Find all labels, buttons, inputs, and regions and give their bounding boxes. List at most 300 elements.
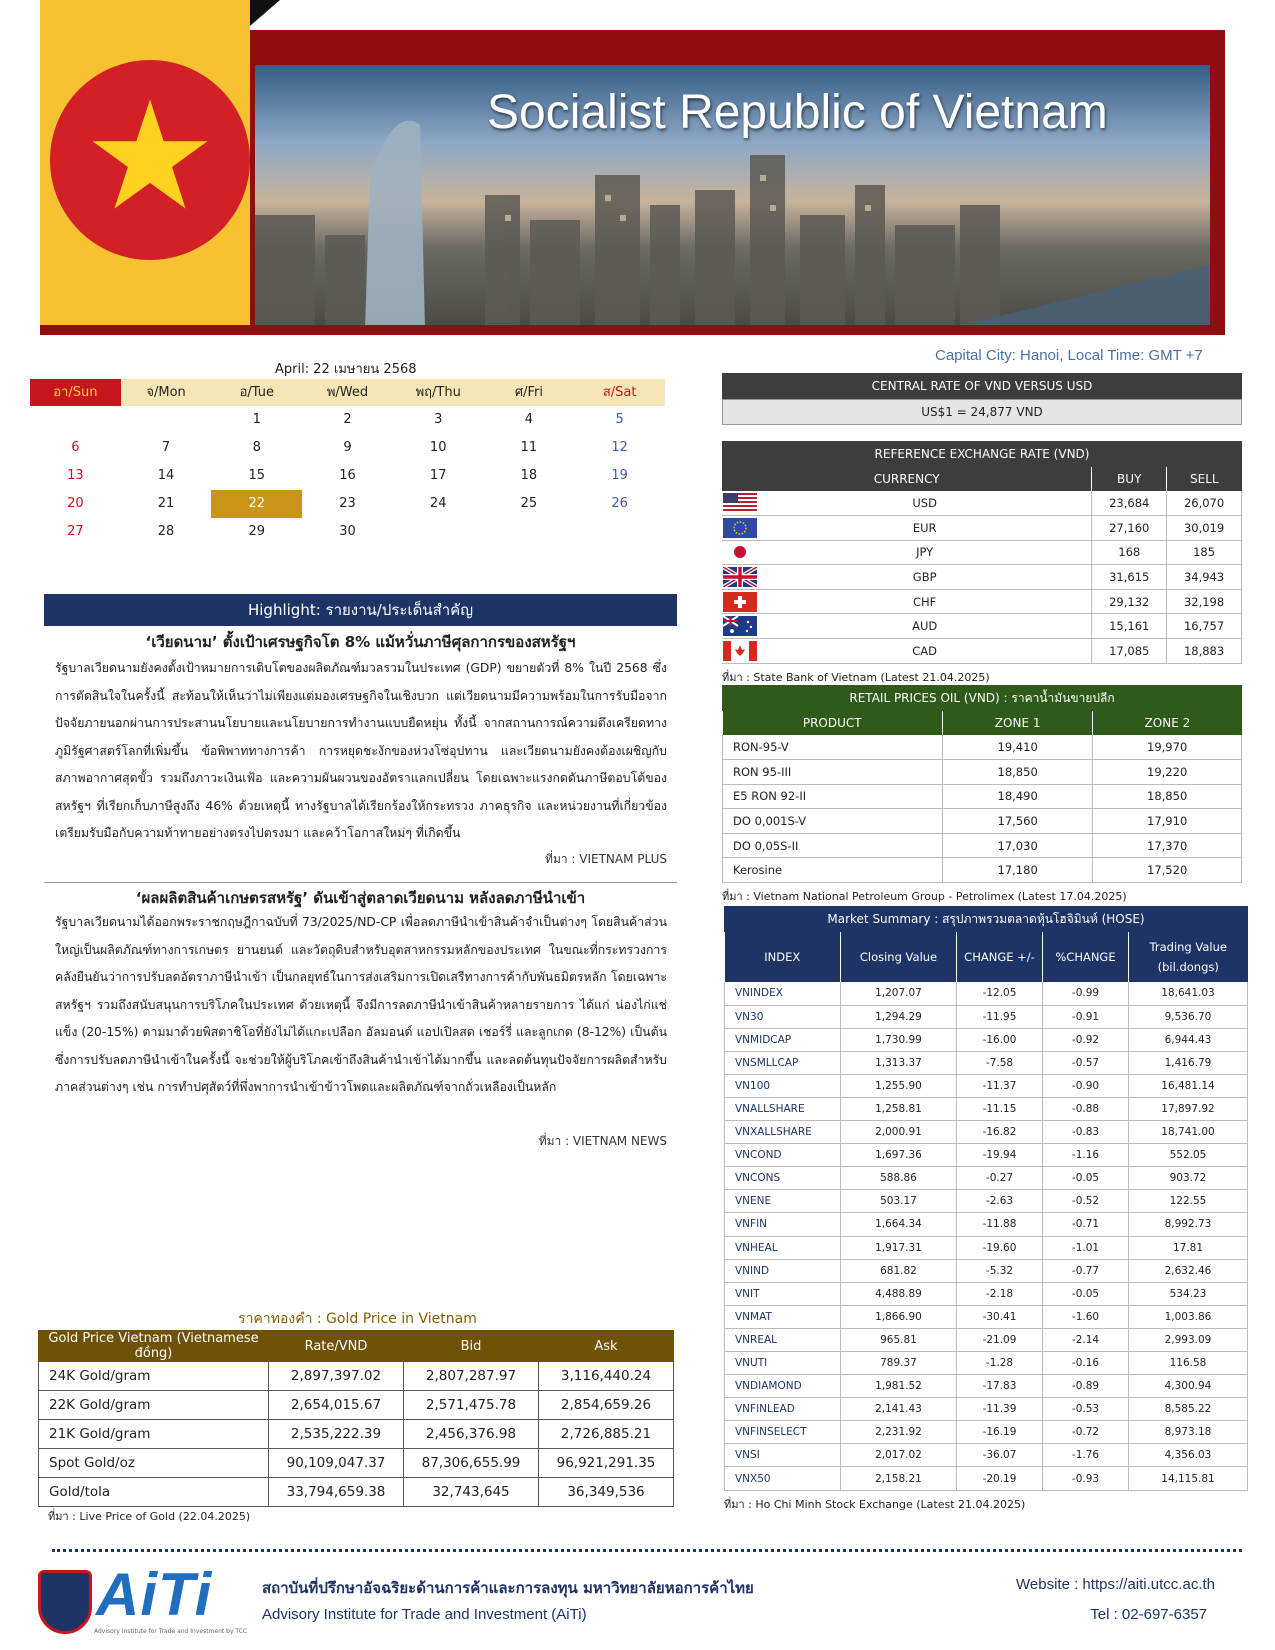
calendar-day: 23 [339,496,356,511]
market-row [725,1259,1248,1282]
cad-flag-icon [722,639,758,664]
market-index-name: VNIT [725,1282,841,1305]
oil-header-product: PRODUCT [723,711,943,735]
market-change: -0.27 [957,1167,1043,1190]
market-change: -7.58 [957,1051,1043,1074]
market-trading-value: 16,481.14 [1129,1074,1248,1097]
market-trading-value: 2,632.46 [1129,1259,1248,1282]
market-trading-value: 17.81 [1129,1236,1248,1259]
market-trading-value: 2,993.09 [1129,1328,1248,1351]
banner-bottom-bar [40,325,1225,335]
oil-row [723,735,1242,760]
market-change: -16.00 [957,1028,1043,1051]
calendar-day: 17 [429,468,447,483]
fx-sell: 185 [1167,540,1242,565]
market-index-name: VNUTI [725,1352,841,1375]
market-change: -2.18 [957,1282,1043,1305]
fx-table-body [722,491,1242,663]
central-rate-box [722,373,1242,425]
fx-buy: 29,132 [1092,589,1167,614]
market-trading-value: 9,536.70 [1129,1005,1248,1028]
news2-title: ‘ผลผลิตสินค้าเกษตรสหรัฐ’ ดันเข้าสู่ตลาดเวียดนาม หลังลดภาษีนำเข้า [135,889,586,907]
market-closing: 1,313.37 [841,1051,957,1074]
calendar-day: 1 [252,412,261,427]
oil-product: E5 RON 92-II [723,784,943,809]
calendar-day [121,406,212,434]
market-pct-change: -0.89 [1043,1375,1129,1398]
weekday-sat: ส/Sat [574,379,665,406]
market-header-trading-value: Trading Value (bil.dongs) [1129,932,1248,982]
market-trading-value: 1,416.79 [1129,1051,1248,1074]
shield-icon [38,1570,92,1634]
market-row [725,1352,1248,1375]
market-closing: 1,697.36 [841,1144,957,1167]
aud-flag-icon [722,614,758,639]
calendar-day: 21 [157,496,175,511]
news2-body: รัฐบาลเวียดนามได้ออกพระราชกฤษฎีกาฉบับที่ 73/2025/ND-CP เพื่อลดภาษีนำเข้าสินค้าจำเป็นต่างๆ โดยสินค้าส่วนใหญ่เป็นผลิตภัณฑ์ทางการเกษตร ยานยนต์ และวัตถุดิบสำหรับอุตสาหกรรมหลักของประเทศ ในขณะที่กระทรวงการคลังยืนยันว่าการปรับลดอัตราภาษีนำเข้า เป็นกลยุทธ์ในการส่งเสริมการเปิดเสรีทางการค้ากับพันธมิตรหลัก โดยเฉพาะสหรัฐฯ รวมถึงสนับสนุนการบริโภคในประเทศ ด้วยเหตุนี้ จึงมีการลดภาษีนำเข้าสินค้าหลายรายการ ได้แก่ น่องไก่แช่แข็ง (20-15%) ตามมาด้วยพิสตาชิโอที่ยังไม่ได้แกะเปลือก อัลมอนด์ แอปเปิลสด เชอร์รี่ และลูกเกด (8-12%) เป็นต้น ซึ่งการปรับลดภาษีนำเข้าในครั้งนี้ จะช่วยให้ผู้บริโภคเข้าถึงสินค้านำเข้าได้มากขึ้น และลดต้นทุนปัจจัยการผลิตสำหรับภาคส่วนต่างๆ เช่น การทำปศุสัตว์ที่พึ่งพาการนำเข้าข้าวโพดและผลิตภัณฑ์จากถั่วเหลืองเป็นหลัก [55,915,667,1094]
oil-price: 17,910 [1093,809,1242,834]
gold-price-cell: 2,456,376.98 [404,1420,539,1449]
market-trading-value: 116.58 [1129,1352,1248,1375]
calendar-day [484,518,575,546]
market-closing: 1,866.90 [841,1305,957,1328]
calendar-day: 12 [611,440,628,455]
gold-row [39,1478,674,1507]
oil-row [723,833,1242,858]
calendar-day: 7 [161,440,171,455]
calendar-day: 11 [520,440,538,455]
gold-row [39,1391,674,1420]
market-change: -36.07 [957,1444,1043,1467]
fx-currency: GBP [758,565,1092,590]
institute-name-english: Advisory Institute for Trade and Investment (AiTi) [262,1606,587,1623]
fx-sell: 18,883 [1167,639,1242,664]
market-row [725,1305,1248,1328]
market-pct-change: -0.77 [1043,1259,1129,1282]
weekday-thu: พฤ/Thu [393,379,484,406]
market-summary-table [724,932,1248,1491]
market-index-name: VNFINSELECT [725,1421,841,1444]
oil-price: 18,850 [943,760,1093,785]
market-pct-change: -1.16 [1043,1144,1129,1167]
market-index-name: VNSI [725,1444,841,1467]
fx-row [722,540,1242,565]
page-title: Socialist Republic of Vietnam [487,86,1108,139]
fx-row [722,614,1242,639]
jpy-flag-icon [722,540,758,565]
fx-buy: 15,161 [1092,614,1167,639]
market-trading-value: 17,897.92 [1129,1097,1248,1120]
market-row [725,1328,1248,1351]
calendar-day: 8 [252,440,261,455]
market-closing: 965.81 [841,1328,957,1351]
usd-flag-icon [722,491,758,516]
market-index-name: VNDIAMOND [725,1375,841,1398]
calendar-day: 9 [343,440,352,455]
market-change: -2.63 [957,1190,1043,1213]
market-trading-value: 1,003.86 [1129,1305,1248,1328]
fx-buy: 17,085 [1092,639,1167,664]
gold-item-name: Gold/tola [39,1478,269,1507]
market-index-name: VNIND [725,1259,841,1282]
fx-currency: EUR [758,516,1092,541]
market-pct-change: -0.88 [1043,1097,1129,1120]
calendar-day-today: 22 [211,490,302,518]
market-header-pct-change: %CHANGE [1043,932,1129,982]
weekday-mon: จ/Mon [121,379,212,406]
calendar-week-row [30,490,665,518]
market-index-name: VNHEAL [725,1236,841,1259]
oil-product: RON-95-V [723,735,943,760]
fx-sell: 26,070 [1167,491,1242,516]
market-row [725,1421,1248,1444]
calendar-day: 20 [67,496,84,511]
calendar-day: 15 [248,468,266,483]
calendar-day: 28 [157,524,175,539]
market-trading-value: 18,741.00 [1129,1121,1248,1144]
market-index-name: VNALLSHARE [725,1097,841,1120]
fx-currency: USD [758,491,1092,516]
calendar-day: 29 [248,524,266,539]
market-row [725,1051,1248,1074]
market-index-name: VNFIN [725,1213,841,1236]
market-header-closing: Closing Value [841,932,957,982]
market-pct-change: -1.60 [1043,1305,1129,1328]
market-change: -11.95 [957,1005,1043,1028]
oil-price: 17,180 [943,858,1093,883]
footer-divider [52,1549,1242,1552]
fx-sell: 34,943 [1167,565,1242,590]
market-closing: 1,207.07 [841,982,957,1005]
gold-table-body [39,1362,674,1507]
market-pct-change: -0.71 [1043,1213,1129,1236]
market-change: -20.19 [957,1467,1043,1490]
fx-row [722,491,1242,516]
fx-currency: CHF [758,589,1092,614]
market-trading-value: 14,115.81 [1129,1467,1248,1490]
market-index-name: VNXALLSHARE [725,1121,841,1144]
market-index-name: VNX50 [725,1467,841,1490]
gold-price-cell: 32,743,645 [404,1478,539,1507]
calendar-day: 30 [339,524,356,539]
market-index-name: VNSMLLCAP [725,1051,841,1074]
market-pct-change: -0.52 [1043,1190,1129,1213]
market-trading-value: 18,641.03 [1129,982,1248,1005]
oil-product: Kerosine [723,858,943,883]
central-rate-title: CENTRAL RATE OF VND VERSUS USD [722,373,1242,399]
market-pct-change: -0.90 [1043,1074,1129,1097]
calendar-week-row [30,518,665,546]
oil-product: DO 0,001S-V [723,809,943,834]
fx-sell: 30,019 [1167,516,1242,541]
oil-header-zone1: ZONE 1 [943,711,1093,735]
calendar-day: 10 [429,440,447,455]
highlight-header: Highlight: รายงาน/ประเด็นสำคัญ [44,594,677,626]
market-index-name: VNENE [725,1190,841,1213]
calendar-day: 13 [67,468,84,483]
calendar-week-row [30,406,665,434]
oil-row [723,858,1242,883]
market-row [725,1467,1248,1490]
market-closing: 2,231.92 [841,1421,957,1444]
market-row [725,1190,1248,1213]
market-row [725,1005,1248,1028]
market-closing: 2,000.91 [841,1121,957,1144]
market-trading-value: 534.23 [1129,1282,1248,1305]
calendar-day [30,406,121,434]
oil-price: 19,220 [1093,760,1242,785]
market-trading-value: 8,992.73 [1129,1213,1248,1236]
market-change: -16.19 [957,1421,1043,1444]
gold-source: ที่มา : Live Price of Gold (22.04.2025) [48,1510,251,1523]
exchange-rate-title: REFERENCE EXCHANGE RATE (VND) [722,441,1242,467]
market-pct-change: -0.99 [1043,982,1129,1005]
calendar-day: 18 [520,468,538,483]
oil-price: 18,490 [943,784,1093,809]
market-closing: 1,730.99 [841,1028,957,1051]
oil-price: 17,560 [943,809,1093,834]
gold-row [39,1420,674,1449]
gbp-flag-icon [722,565,758,590]
market-summary-title: Market Summary : สรุปภาพรวมตลาดหุ้นโฮจิมินห์ (HOSE) [724,906,1248,932]
calendar-day: 19 [611,468,628,483]
market-closing: 4,488.89 [841,1282,957,1305]
calendar-week-row [30,434,665,462]
market-index-name: VN100 [725,1074,841,1097]
fx-source: ที่มา : State Bank of Vietnam (Latest 21.04.2025) [722,670,990,684]
market-pct-change: -0.83 [1043,1121,1129,1144]
market-table-body [725,982,1248,1490]
oil-price-table [722,711,1242,883]
calendar-weekday-row [30,379,665,406]
chf-flag-icon [722,589,758,614]
oil-price: 17,520 [1093,858,1242,883]
calendar-body [30,406,665,546]
market-index-name: VNMIDCAP [725,1028,841,1051]
market-change: -1.28 [957,1352,1043,1375]
market-change: -11.15 [957,1097,1043,1120]
market-row [725,1282,1248,1305]
oil-header-zone2: ZONE 2 [1093,711,1242,735]
market-closing: 789.37 [841,1352,957,1375]
market-pct-change: -0.72 [1043,1421,1129,1444]
market-row [725,1236,1248,1259]
oil-price-title: RETAIL PRICES OIL (VND) : ราคาน้ำมันขายปลีก [722,685,1242,711]
fx-buy: 23,684 [1092,491,1167,516]
calendar-day: 6 [71,440,80,455]
gold-price-cell: 87,306,655.99 [404,1449,539,1478]
market-pct-change: -0.92 [1043,1028,1129,1051]
market-index-name: VN30 [725,1005,841,1028]
calendar-day: 3 [434,412,443,427]
gold-price-cell: 33,794,659.38 [269,1478,404,1507]
gold-price-cell: 2,535,222.39 [269,1420,404,1449]
oil-price: 17,030 [943,833,1093,858]
market-index-name: VNCONS [725,1167,841,1190]
fx-sell: 32,198 [1167,589,1242,614]
eur-flag-icon [722,516,758,541]
calendar-day [393,518,484,546]
market-closing: 1,258.81 [841,1097,957,1120]
market-row [725,1213,1248,1236]
market-trading-value: 8,973.18 [1129,1421,1248,1444]
market-change: -30.41 [957,1305,1043,1328]
weekday-tue: อ/Tue [211,379,302,406]
gold-header-rate: Rate/VND [269,1331,404,1362]
oil-price-box [722,685,1242,905]
gold-price-cell: 2,897,397.02 [269,1362,404,1391]
oil-row [723,760,1242,785]
oil-row [723,784,1242,809]
fx-header-row [722,467,1242,491]
oil-table-body [723,735,1242,883]
oil-product: RON 95-III [723,760,943,785]
market-row [725,1121,1248,1144]
market-closing: 2,017.02 [841,1444,957,1467]
gold-header-name: Gold Price Vietnam (Vietnamese đồng) [39,1331,269,1362]
gold-item-name: Spot Gold/oz [39,1449,269,1478]
fx-header-sell: SELL [1167,467,1242,491]
market-row [725,1144,1248,1167]
news-divider [44,882,677,883]
calendar-day: 26 [611,496,628,511]
oil-price: 19,970 [1093,735,1242,760]
news1-body: รัฐบาลเวียดนามยังคงตั้งเป้าหมายการเติบโตของผลิตภัณฑ์มวลรวมในประเทศ (GDP) ขยายตัวที่ 8% ในปี 2568 ซึ่งการตัดสินใจในครั้งนี้ สะท้อนให้เห็นว่าไม่เพียงแต่มองเศรษฐกิจในเชิงบวก แต่เวียดนามมีความพร้อมในการรับมือจากปัจจัยภายนอกผ่านการประสานนโยบายและนโยบายการทำงานแบบยืดหยุ่น ทั้งนี้ จากสถานการณ์ความตึงเครียดทางภูมิรัฐศาสตร์โลกที่เพิ่มขึ้น ข้อพิพาททางการค้า การหยุดชะงักของห่วงโซ่อุปทาน และเวียดนามยังคงต้องเผชิญกับสภาพอากาศสุดขั้ว รวมถึงภาวะเงินเฟ้อ และความผันผวนของอัตราแลกเปลี่ยน โดยเฉพาะแรงกดดันภาษีตอบโต้ของสหรัฐฯ ที่เรียกเก็บภาษีสูงถึง 46% ด้วยเหตุนี้ ทางรัฐบาลได้เรียกร้องให้กระทรวง ภาคธุรกิจ และหน่วยงานที่เกี่ยวข้อง เตรียมรับมือกับความท้าทายอย่างตรงไปตรงมา และคว้าโอกาสใหม่ๆ ที่เกิดขึ้น [55,661,667,840]
gold-row [39,1449,674,1478]
vietnam-flag-emblem [50,60,250,260]
calendar-day: 14 [157,468,175,483]
logo-text: AiTi [96,1561,213,1628]
calendar-day: 16 [339,468,356,483]
news1-title: ‘เวียดนาม’ ตั้งเป้าเศรษฐกิจโต 8% แม้หวั่นภาษีศุลกากรของสหรัฐฯ [145,633,576,651]
fx-buy: 31,615 [1092,565,1167,590]
market-change: -11.37 [957,1074,1043,1097]
market-closing: 503.17 [841,1190,957,1213]
market-change: -19.60 [957,1236,1043,1259]
market-change: -5.32 [957,1259,1043,1282]
gold-price-cell: 2,726,885.21 [539,1420,674,1449]
fx-row [722,565,1242,590]
gold-header-bid: Bid [404,1331,539,1362]
market-index-name: VNREAL [725,1328,841,1351]
market-change: -16.82 [957,1121,1043,1144]
calendar-day: 2 [343,412,352,427]
gold-price-cell: 2,654,015.67 [269,1391,404,1420]
market-closing: 1,917.31 [841,1236,957,1259]
gold-item-name: 21K Gold/gram [39,1420,269,1449]
oil-price: 17,370 [1093,833,1242,858]
fx-row [722,589,1242,614]
market-closing: 588.86 [841,1167,957,1190]
market-trading-value: 4,356.03 [1129,1444,1248,1467]
market-pct-change: -2.14 [1043,1328,1129,1351]
fx-header-currency: CURRENCY [722,467,1092,491]
calendar [30,379,665,546]
fx-header-buy: BUY [1092,467,1167,491]
calendar-day: 5 [615,412,624,427]
market-change: -17.83 [957,1375,1043,1398]
calendar-week-row [30,462,665,490]
market-trading-value: 6,944.43 [1129,1028,1248,1051]
weekday-sun: อา/Sun [30,379,121,406]
market-closing: 1,664.34 [841,1213,957,1236]
calendar-day: 25 [520,496,538,511]
market-trading-value: 8,585.22 [1129,1398,1248,1421]
market-row [725,1074,1248,1097]
gold-price-table [38,1330,674,1507]
news2-source: ที่มา : VIETNAM NEWS [538,1134,667,1148]
capital-info: Capital City: Hanoi, Local Time: GMT +7 [935,347,1203,364]
market-pct-change: -0.93 [1043,1467,1129,1490]
market-row [725,982,1248,1005]
market-trading-value: 122.55 [1129,1190,1248,1213]
market-trading-value: 903.72 [1129,1167,1248,1190]
fx-sell: 16,757 [1167,614,1242,639]
market-row [725,1398,1248,1421]
market-pct-change: -0.05 [1043,1282,1129,1305]
market-closing: 2,141.43 [841,1398,957,1421]
fx-buy: 168 [1092,540,1167,565]
calendar-day: 24 [429,496,447,511]
market-pct-change: -1.76 [1043,1444,1129,1467]
gold-price-cell: 96,921,291.35 [539,1449,674,1478]
gold-row [39,1362,674,1391]
oil-source: ที่มา : Vietnam National Petroleum Group - Petrolimex (Latest 17.04.2025) [722,890,1127,904]
weekday-fri: ศ/Fri [484,379,575,406]
oil-row [723,809,1242,834]
oil-header-row [723,711,1242,735]
market-closing: 1,255.90 [841,1074,957,1097]
market-row [725,1167,1248,1190]
oil-price: 19,410 [943,735,1093,760]
oil-price: 18,850 [1093,784,1242,809]
calendar-day: 4 [524,412,534,427]
market-index-name: VNMAT [725,1305,841,1328]
gold-title: ราคาทองคำ : Gold Price in Vietnam [238,1311,477,1327]
market-row [725,1028,1248,1051]
market-pct-change: -0.16 [1043,1352,1129,1375]
aiti-logo [38,1561,248,1640]
market-row [725,1097,1248,1120]
market-closing: 1,981.52 [841,1375,957,1398]
market-row [725,1375,1248,1398]
market-source: ที่มา : Ho Chi Minh Stock Exchange (Latest 21.04.2025) [724,1497,1026,1511]
gold-price-cell: 3,116,440.24 [539,1362,674,1391]
gold-header-row [39,1331,674,1362]
gold-item-name: 24K Gold/gram [39,1362,269,1391]
market-index-name: VNCOND [725,1144,841,1167]
fx-currency: JPY [758,540,1092,565]
star-icon: ★ [82,70,218,244]
market-header-change: CHANGE +/- [957,932,1043,982]
fx-currency: AUD [758,614,1092,639]
fx-row [722,639,1242,664]
market-pct-change: -0.91 [1043,1005,1129,1028]
calendar-day: 27 [67,524,84,539]
website-link[interactable]: Website : https://aiti.utcc.ac.th [1016,1576,1215,1593]
market-summary-box [724,906,1248,1513]
market-index-name: VNFINLEAD [725,1398,841,1421]
market-change: -12.05 [957,982,1043,1005]
gold-header-ask: Ask [539,1331,674,1362]
market-closing: 2,158.21 [841,1467,957,1490]
institute-name-thai: สถาบันที่ปรึกษาอัจฉริยะด้านการค้าและการลงทุน มหาวิทยาลัยหอการค้าไทย [262,1579,754,1597]
gold-price-cell: 2,807,287.97 [404,1362,539,1391]
market-change: -11.88 [957,1213,1043,1236]
logo-subtitle: Advisory Institute for Trade and Investment by TCC [94,1628,248,1635]
fx-row [722,516,1242,541]
market-pct-change: -0.05 [1043,1167,1129,1190]
